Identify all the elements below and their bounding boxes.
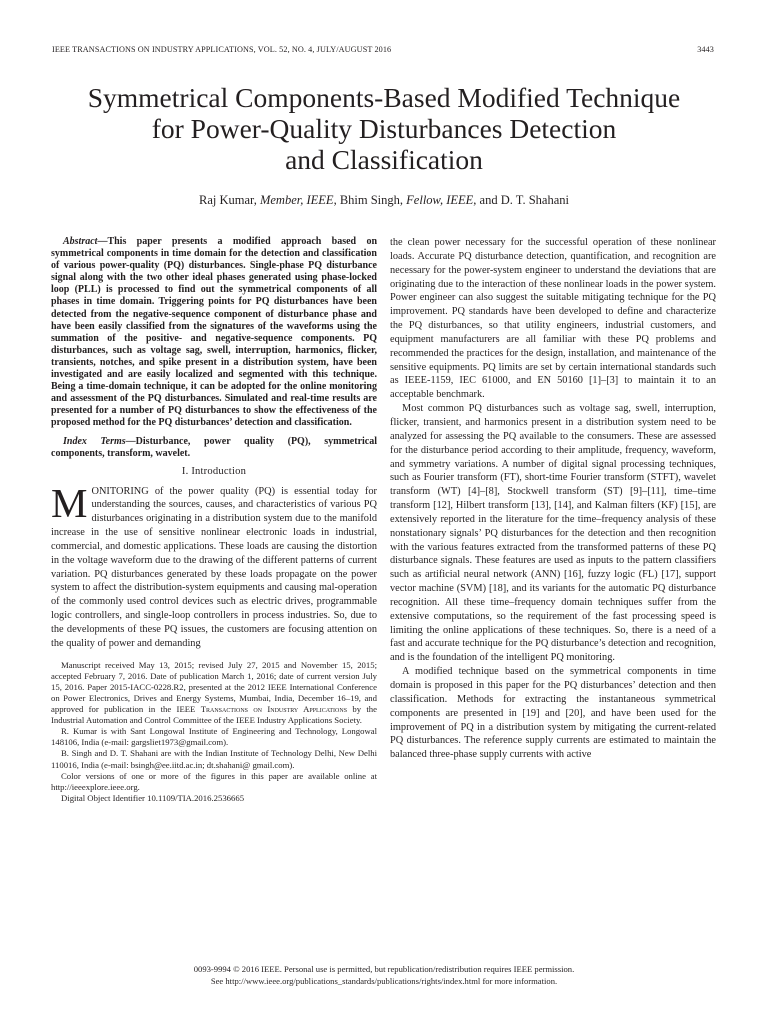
copyright-footer	[40, 963, 728, 987]
author-1-membership: Member, IEEE	[259, 193, 334, 207]
index-terms-label: Index Terms	[63, 435, 126, 447]
footnote-manuscript	[51, 660, 377, 727]
page-number: 3443	[697, 45, 714, 54]
left-column	[51, 236, 377, 804]
abstract	[51, 236, 377, 430]
footnote-singh-shahani: B. Singh and D. T. Shahani are with the Indian Institute of Technology Delhi, New Delhi 110016, India (e-mail: bsingh@ee.iitd.ac.in; dt.shahani@ gmail.com).	[51, 748, 377, 770]
paper-title	[40, 82, 728, 175]
author-2-name: , Bhim Singh,	[333, 193, 407, 207]
author-2-membership: Fellow, IEEE	[406, 193, 474, 207]
footnote-manuscript-text-b: by the Industrial Automation and Control Committee of the IEEE Industry Applications Society.	[51, 704, 377, 726]
abstract-label: Abstract	[63, 236, 98, 247]
index-terms-text: —Disturbance, power quality (PQ), symmetrical components, transform, wavelet.	[51, 435, 377, 459]
footnote-color: Color versions of one or more of the figures in this paper are available online at http://ieeexplore.ieee.org.	[51, 770, 377, 792]
copyright-line: 0093-9994 © 2016 IEEE. Personal use is permitted, but republication/redistribution requires IEEE permission.	[193, 964, 575, 974]
intro-paragraph	[51, 479, 377, 651]
author-1-name: Raj Kumar,	[199, 193, 260, 207]
journal-name: Transactions on Industry Applications	[200, 704, 348, 715]
author-3-name: , and D. T. Shahani	[473, 193, 569, 207]
title-line-3: and Classification	[285, 144, 483, 175]
right-column	[390, 236, 716, 762]
intro-paragraph-text: ONITORING of the power quality (PQ) is essential today for understanding the sources, causes, and characteristics of various PQ disturbances originating in a distribution system due to the manifold increase in the use of sensitive nonlinear electronic loads in industrial, commercial, and domestic applications. These loads are causing the distortion in the voltage waveform due to the drawing of the different patterns of current variation. PQ disturbances generated by these loads propagate on the power system to affect the distribution-system equipments and causing mal-operation of the commonly used control devices such as electric drives, programmable logic controllers, and single-loop controllers in process industries. So, due to the developments of these PQ issues, the customers are focusing attention on the quality of power and demanding	[51, 485, 377, 649]
author-line	[40, 193, 728, 208]
footnote-doi: Digital Object Identifier 10.1109/TIA.2016.2536665	[61, 792, 245, 803]
drop-cap: M	[51, 479, 88, 526]
title-line-2: for Power-Quality Disturbances Detection	[151, 113, 617, 144]
footnote-kumar: R. Kumar is with Sant Longowal Institute of Engineering and Technology, Longowal 148106, India (e-mail: gargsliet1973@gmail.com).	[51, 726, 377, 748]
footnote-manuscript-text-a: Manuscript received May 13, 2015; revised July 27, 2015 and November 15, 2015; accepted February 7, 2016. Date of publication March 1, 2016; date of current version July 15, 2016. Paper 2015-IACC-0228.R2, presented at the 2012 IEEE International Conference on Power Electronics, Drives and Energy Systems, Mumbai, India, December 16–19, and approved for publication in the IEEE	[51, 659, 377, 715]
index-terms	[51, 436, 377, 460]
abstract-text: —This paper presents a modified approach based on symmetrical components in time domain for the detection and classification of various power-quality (PQ) disturbances. Single-phase PQ disturbance signal along with the two other ideal phases generated using phase-locked loop (PLL) is processed to find out the symmetrical components of all phases in time domain. Triggering points for PQ disturbances have been detected from the negative-sequence component of disturbance phase and have been easily classified from the signatures of the waveforms using the summation of the positive- and negative-sequence components. PQ disturbances, such as voltage sag, swell, interruption, harmonics, flicker, transients, notches, and spike present in a distribution system, have been investigated and are easily localized and segmented with this technique. Being a time-domain technique, it can be adopted for the online monitoring and assessment of the PQ disturbances. Simulated and real-time results are presented for a number of PQ disturbances to show the effectiveness of the proposed method for the PQ disturbances’ detection and classification.	[51, 236, 377, 429]
running-header: IEEE TRANSACTIONS ON INDUSTRY APPLICATIONS, VOL. 52, NO. 4, JULY/AUGUST 2016	[52, 45, 392, 54]
footnotes	[51, 660, 377, 804]
title-line-1: Symmetrical Components-Based Modified Technique	[87, 82, 681, 113]
section-heading-introduction: I. Introduction	[181, 465, 247, 477]
right-paragraph-1: the clean power necessary for the successful operation of these nonlinear loads. Accurate PQ disturbance detection, quantification, and recognition are necessary for the power-system engineer to understand the deviations that are originating due to the interaction of these nonlinear loads in the power system. Power engineer can also suggest the suitable mitigating technique for the PQ improvement. PQ standards have been developed to define and characterize the PQ disturbances, so that utility engineers, industrial customers, and equipment manufacturers are all familiar with these PQ problems and recommended the practices for the design, installation, and maintenance of the sensitive equipments. PQ limits are set by certain international standards such as IEEE-1159, IEC 61000, and EN 50160 [1]–[3] to maintain it to an acceptable benchmark.	[390, 237, 716, 401]
right-paragraph-3: A modified technique based on the symmetrical components in time domain is proposed in this paper for the PQ disturbances’ detection and then classification. Methods for extracting the instantaneous symmetrical components are presented in [19] and [20], and have been used for the improvement of PQ in a distribution system by mitigating the current-related PQ disturbances. The reference supply currents are estimated to maintain the balanced three-phase supply currents with active	[390, 666, 716, 761]
rights-url-line: See http://www.ieee.org/publications_standards/publications/rights/index.html for more information.	[210, 976, 558, 987]
right-paragraph-2: Most common PQ disturbances such as voltage sag, swell, interruption, flicker, transient, and harmonics present in a distribution system need to be analyzed for assessing the PQ available to the consumers. These are assessed for the disturbance period according to their amplitude, frequency, waveform, and symmetry variations. A number of digital signal processing techniques, such as Fourier transform (FT), short-time Fourier transform (STFT), wavelet transform (WT) [4]–[8], Stockwell transform (ST) [9]–[11], time–time transform [12], Hilbert transform [13], [14], and Kalman filters (KF) [15], are extensively reported in the literature for the time–frequency analysis of these nonstationary signals’ PQ disturbances for the detection and then recognition with the various features extracted from the transformed patterns of these PQ disturbance signals. These features are used as inputs to the pattern classifiers such as artificial neural network (ANN) [16], fuzzy logic (FL) [17], support vector machine (SVM) [18], and its variants for the automatic PQ disturbance recognition. All these time–frequency domain techniques suffer from the extensive computations, so the requirement of the fast processing speed is limiting the online applications of these techniques. So, there is a need of a fast and accurate technique for the PQ disturbance’s detection and recognition, and is the foundation of the intelligent PQ monitoring.	[390, 403, 716, 664]
